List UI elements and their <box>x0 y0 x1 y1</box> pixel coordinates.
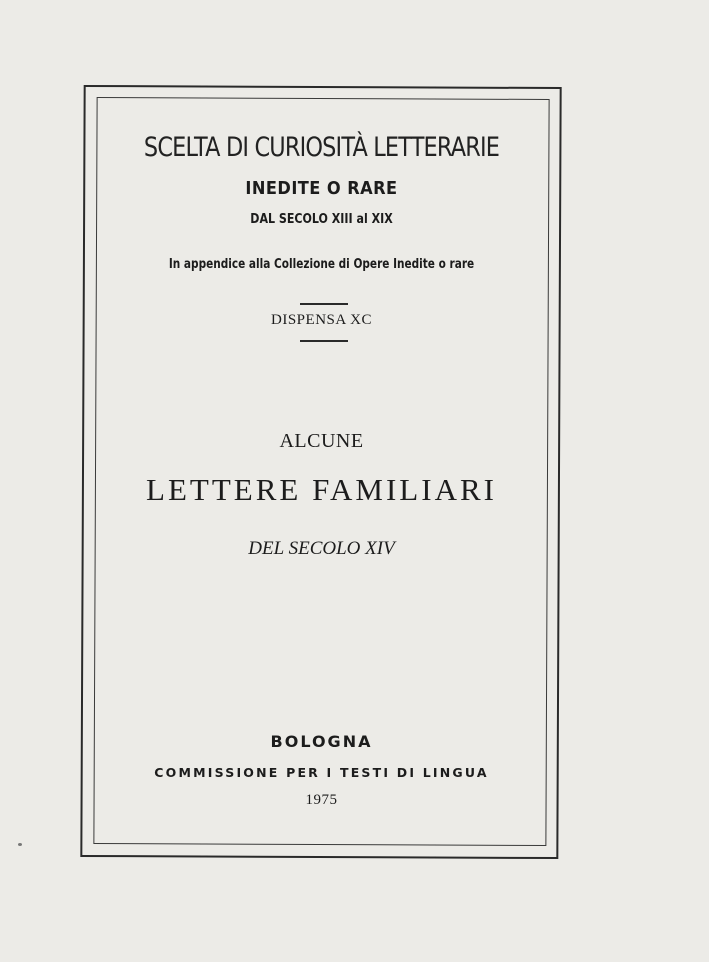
series-title: SCELTA DI CURIOSITÀ LETTERARIE <box>143 132 500 163</box>
subtitle-inedite: INEDITE O RARE <box>245 178 398 199</box>
publisher-name: COMMISSIONE PER I TESTI DI LINGUA <box>154 765 489 780</box>
work-subtitle: DEL SECOLO XIV <box>248 538 395 559</box>
publication-year: 1975 <box>305 792 338 808</box>
cover-content <box>95 98 548 845</box>
subtitle-secolo: DAL SECOLO XIII al XIX <box>250 212 393 227</box>
dispensa-number: DISPENSA XC <box>271 312 372 328</box>
work-title: LETTERE FAMILIARI <box>146 472 497 507</box>
paper-speck <box>18 843 22 846</box>
top-divider-rule <box>300 303 348 305</box>
work-prefix: ALCUNE <box>279 430 364 452</box>
publisher-city: BOLOGNA <box>270 732 373 751</box>
appendix-note: In appendice alla Collezione di Opere Inedite o rare <box>168 256 475 272</box>
bottom-divider-rule <box>300 340 348 342</box>
